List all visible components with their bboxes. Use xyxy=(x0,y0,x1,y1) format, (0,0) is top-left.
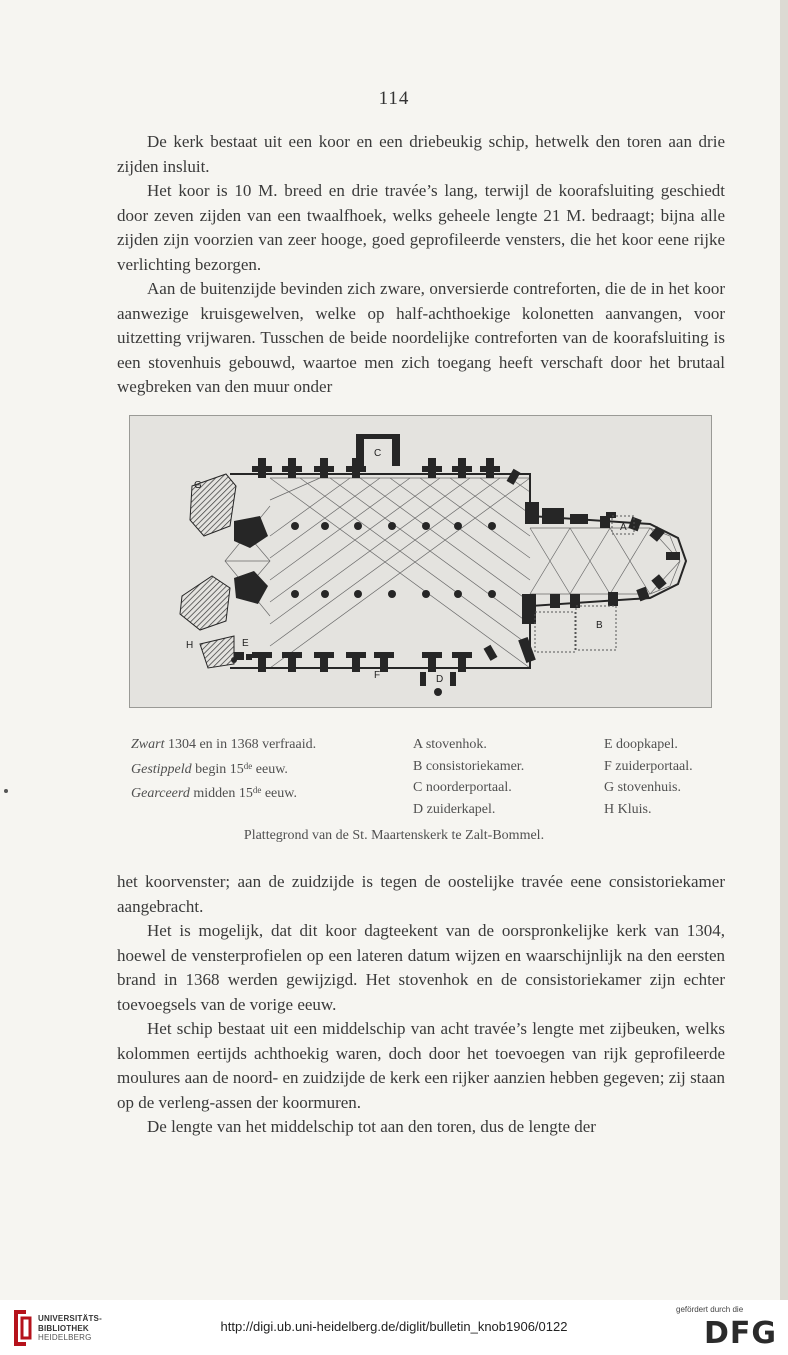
legend-row: Gearceerd midden 15de eeuw. xyxy=(131,785,297,801)
permalink-url[interactable]: http://digi.ub.uni-heidelberg.de/diglit/bulletin_knob1906/0122 xyxy=(220,1319,568,1334)
church-floor-plan xyxy=(130,416,711,707)
funder-label: gefördert durch die xyxy=(676,1305,744,1314)
legend-dating xyxy=(131,734,316,805)
legend-row: G stovenhuis. xyxy=(604,780,681,795)
legend-row: D zuiderkapel. xyxy=(413,801,496,817)
plan-label-b: B xyxy=(596,620,603,631)
paragraph: De kerk bestaat uit een koor en een driebeukig schip, hetwelk den toren aan drie zijden insluit. xyxy=(117,132,725,176)
plan-label-d: D xyxy=(436,674,444,685)
page-edge xyxy=(780,0,788,1300)
plan-label-a: A xyxy=(620,522,627,533)
floor-plan-figure xyxy=(129,415,712,708)
plan-label-h: H xyxy=(186,640,194,651)
dfg-logo[interactable]: DFG xyxy=(704,1316,778,1351)
paragraph: Aan de buitenzijde bevinden zich zware, onversierde contreforten, die de in het koor aanwezige kruisgewelven, welke op half-achthoekige kolonetten aanvangen, voor uitzetting vrijwaren. Tusschen de beide noordelijke contreforten van de koorafsluiting is een stovenhuis gebouwd, waartoe men zich toegang heeft verschaft door het brutaal wegbreken van den muur onder xyxy=(117,279,725,396)
legend-row: C noorderportaal. xyxy=(413,780,512,795)
plan-label-f: F xyxy=(374,670,381,681)
legend-row: E doopkapel. xyxy=(604,737,678,752)
legend-row: B consistoriekamer. xyxy=(413,758,525,774)
legend-row: H Kluis. xyxy=(604,801,652,817)
legend-row: Zwart 1304 en in 1368 verfraaid. xyxy=(131,737,317,752)
paragraph: Het is mogelijk, dat dit koor dagteekent van de oorspronkelijke kerk van 1304, hoewel de vensterprofielen op een lateren datum wijzen en waarschijnlijk na den eersten brand in 1368 werden gewijzigd. Het stovenhok en de consistoriekamer zijn echter toevoegsels van de vorige eeuw. xyxy=(117,921,725,1014)
legend-row: A stovenhok. xyxy=(413,737,487,752)
plan-label-g: G xyxy=(194,480,202,491)
viewer-footer xyxy=(0,1300,788,1355)
plan-label-e: E xyxy=(242,638,249,649)
paragraph: het koorvenster; aan de zuidzijde is tegen de oostelijke travée eene consistoriekamer aangebracht. xyxy=(117,872,725,916)
legend-keys-e-h xyxy=(604,734,693,820)
legend-keys-a-d xyxy=(413,734,524,820)
margin-mark xyxy=(4,789,8,793)
plan-label-c: C xyxy=(374,448,382,459)
page-number: 114 xyxy=(378,88,410,109)
paragraph: Het koor is 10 M. breed en drie travée’s lang, terwijl de koorafsluiting geschiedt door zeven zijden van een twaalfhoek, welks geheele lengte 21 M. bedraagt; bijna alle zijden zijn voorzien van zeer hooge, goed geprofileerde vensters, die het koor eene rijke verlichting bezorgen. xyxy=(117,181,725,274)
legend-row: F zuiderportaal. xyxy=(604,758,693,774)
library-name[interactable]: UNIVERSITÄTS- BIBLIOTHEK HEIDELBERG xyxy=(38,1314,102,1342)
figure-caption: Plattegrond van de St. Maartenskerk te Zalt-Bommel. xyxy=(243,828,545,843)
legend-row: Gestippeld begin 15de eeuw. xyxy=(131,760,288,777)
paragraph: Het schip bestaat uit een middelschip van acht travée’s lengte met zijbeuken, welks kolommen eertijds achthoekig waren, doch door het toevoegen van rijk geprofileerde moulures aan de noord- en zuidzijde de kerk een rijker aanzien hebben gegeven; zij staan op de verleng-assen der koormuren. xyxy=(117,1019,725,1112)
paragraph: De lengte van het middelschip tot aan den toren, dus de lengte der xyxy=(147,1117,596,1136)
body-text-top xyxy=(117,130,725,400)
body-text-bottom xyxy=(117,870,725,1140)
